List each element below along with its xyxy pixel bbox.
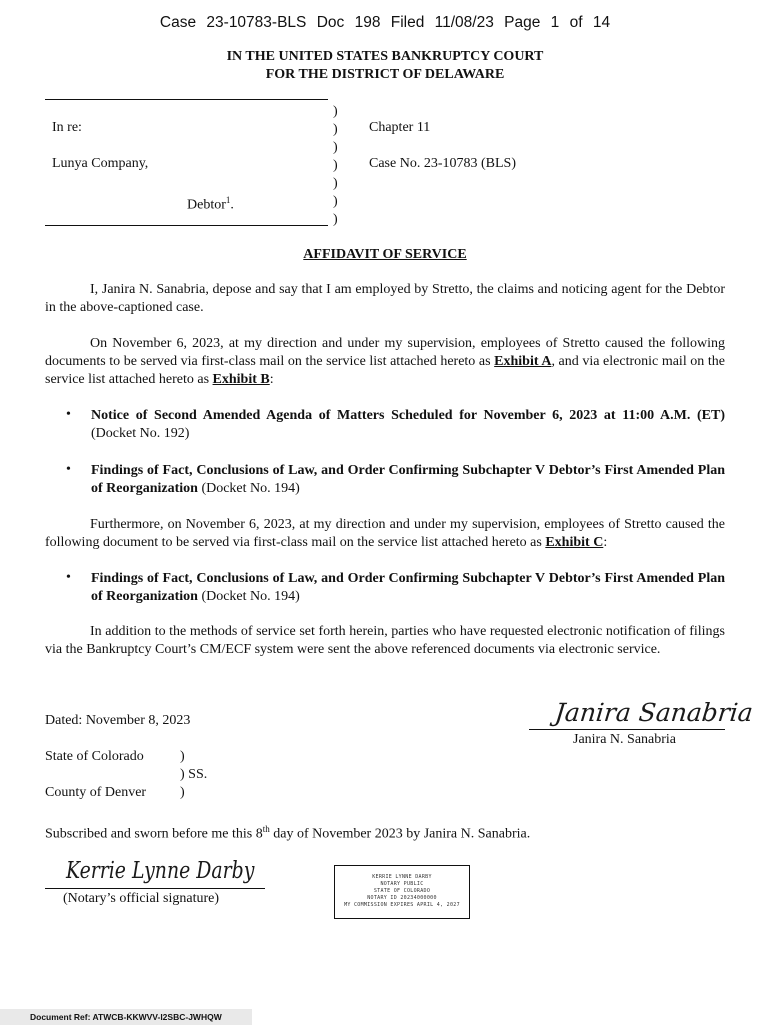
county-label: County of Denver [45, 785, 147, 800]
affiant-name: Janira N. Sanabria [573, 732, 677, 747]
chapter-label: Chapter 11 [369, 120, 431, 135]
signature-line [529, 729, 725, 730]
caption-parentheses: ) ) ) ) ) ) ) [333, 104, 338, 227]
in-re-label: In re: [52, 120, 82, 135]
bullet-item-findings: Findings of Fact, Conclusions of Law, and Order Confirming Subchapter V Debtor’s First Amended Plan of Reorganization (Docket No. 194) [91, 463, 725, 496]
exhibit-a-ref: Exhibit A [494, 354, 552, 369]
bullet-item-findings-2: Findings of Fact, Conclusions of Law, and Order Confirming Subchapter V Debtor’s First Amended Plan of Reorganization (Docket No. 194) [91, 571, 725, 604]
dated-line: Dated: November 8, 2023 [45, 713, 191, 728]
notary-signature-line [45, 888, 265, 889]
notary-signature: Kerrie Lynne Darby [66, 858, 255, 884]
court-title [0, 48, 770, 84]
affiant-signature: Janira Sanabria [553, 698, 755, 727]
debtor-label: Debtor$^1$. [187, 195, 234, 213]
notary-stamp: KERRIE LYNNE DARBY NOTARY PUBLIC STATE OF COLORADO NOTARY ID 20234000000 MY COMMISSION EXPIRES APRIL 4, 2027 [334, 865, 470, 919]
case-number: Case No. 23-10783 (BLS) [369, 156, 516, 171]
filed-date-header: Filed 11/08/23 [390, 14, 494, 31]
caption-bottom-rule [45, 225, 328, 226]
exhibit-b-ref: Exhibit B [212, 372, 270, 387]
footnote-marker: 1 [225, 195, 231, 205]
notary-signature-label: (Notary’s official signature) [63, 891, 220, 906]
page-number-header: Page 1 of 14 [504, 14, 611, 31]
paragraph-1: I, Janira N. Sanabria, depose and say that I am employed by Stretto, the claims and noticing agent for the Debtor in the above-captioned case. [45, 282, 725, 315]
exhibit-c-ref: Exhibit C [545, 535, 604, 550]
court-title-line1: IN THE UNITED STATES BANKRUPTCY COURT [226, 49, 544, 64]
bullet-dot: • [66, 462, 71, 477]
subscribed-line: Subscribed and sworn before me this 8th day of November 2023 by Janira N. Sanabria. [45, 824, 531, 842]
paragraph-2: On November 6, 2023, at my direction and under my supervision, employees of Stretto caused the following documents to be served via first-class mail on the service list attached hereto as Exhibit A, and via electronic mail on the service list attached hereto as Exhibit B: [45, 336, 725, 387]
doc-number-header: Doc 198 [316, 14, 381, 31]
bullet-item-agenda: Notice of Second Amended Agenda of Matters Scheduled for November 6, 2023 at 11:00 A.M. (ET) (Docket No. 192) [91, 408, 725, 441]
debtor-name: Lunya Company, [52, 156, 149, 171]
case-number-header: Case 23-10783-BLS [159, 14, 307, 31]
paragraph-4: In addition to the methods of service set forth herein, parties who have requested electronic notification of filings via the Bankruptcy Court’s CM/ECF system were sent the above referenced documents via electronic service. [45, 624, 725, 657]
filing-header [0, 14, 770, 32]
court-title-line2: FOR THE DISTRICT OF DELAWARE [265, 67, 505, 82]
bullet-dot: • [66, 407, 71, 422]
venue-ss: ) SS. [180, 767, 208, 782]
document-reference: Document Ref: ATWCB-KKWVV-I2SBC-JWHQW [0, 1009, 252, 1025]
state-label: State of Colorado [45, 749, 144, 764]
venue-paren: ) [180, 785, 185, 800]
document-title: AFFIDAVIT OF SERVICE [303, 247, 467, 262]
venue-paren: ) [180, 749, 185, 764]
paragraph-3: Furthermore, on November 6, 2023, at my direction and under my supervision, employees of Stretto caused the following document to be served via first-class mail on the service list attached hereto as Exhibit C: [45, 517, 725, 550]
caption-top-rule [45, 99, 328, 100]
bullet-dot: • [66, 570, 71, 585]
